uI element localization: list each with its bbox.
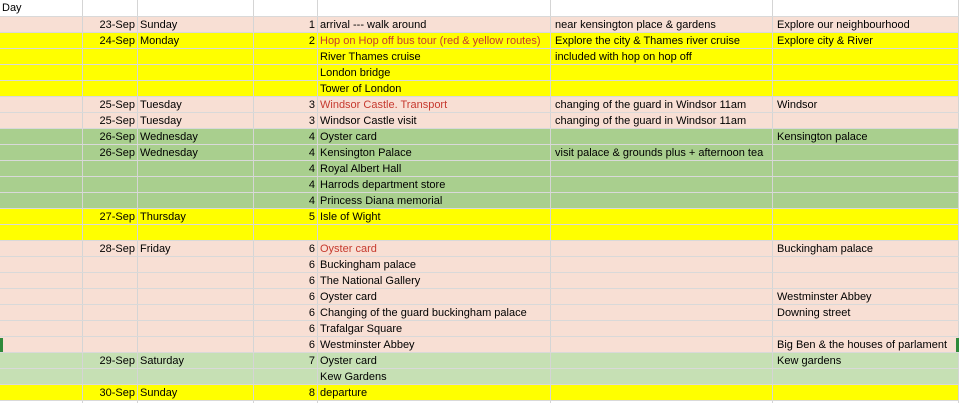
day-number-cell[interactable] [253, 65, 317, 81]
date-cell[interactable] [82, 369, 137, 385]
row-gridline [0, 208, 959, 209]
row-label-cell[interactable] [0, 65, 82, 81]
date-cell[interactable] [82, 273, 137, 289]
row-label-cell[interactable] [0, 241, 82, 257]
weekday-cell[interactable] [137, 225, 253, 241]
activity-cell[interactable]: arrival --- walk around [320, 19, 427, 31]
table-row [0, 81, 959, 97]
weekday-cell[interactable] [137, 273, 253, 289]
day-number-cell[interactable]: 3 [308, 99, 315, 111]
row-gridline [0, 128, 959, 129]
column-gridline [550, 0, 551, 403]
day-number-cell[interactable]: 4 [308, 147, 315, 159]
note-cell[interactable] [550, 193, 772, 209]
day-number-cell[interactable]: 6 [308, 259, 315, 271]
weekday-cell[interactable] [137, 257, 253, 273]
note-cell[interactable] [550, 241, 772, 257]
activity-cell[interactable] [317, 225, 550, 241]
note-cell[interactable]: near kensington place & gardens [555, 19, 716, 31]
row-gridline [0, 272, 959, 273]
table-row [0, 321, 959, 337]
note-cell[interactable] [550, 273, 772, 289]
table-row [0, 353, 959, 369]
table-row [0, 193, 959, 209]
weekday-cell[interactable] [137, 81, 253, 97]
note-cell[interactable]: included with hop on hop off [555, 51, 692, 63]
theme-cell[interactable]: Kew gardens [777, 355, 842, 367]
row-label-cell[interactable] [0, 305, 82, 321]
theme-cell[interactable] [772, 369, 958, 385]
row-label-cell[interactable] [0, 337, 82, 353]
row-label-cell[interactable] [0, 177, 82, 193]
row-label-cell[interactable] [0, 81, 82, 97]
date-cell[interactable]: 24-Sep [99, 35, 135, 47]
date-cell[interactable] [82, 289, 137, 305]
activity-cell[interactable]: Oyster card [320, 291, 377, 303]
day-number-cell[interactable]: 4 [308, 179, 315, 191]
date-cell[interactable] [82, 49, 137, 65]
day-number-cell[interactable]: 2 [308, 35, 315, 47]
day-number-cell[interactable]: 5 [308, 211, 315, 223]
row-label-cell[interactable] [0, 33, 82, 49]
activity-cell[interactable]: departure [320, 387, 368, 399]
column-gridline [253, 0, 254, 403]
note-cell[interactable] [550, 161, 772, 177]
selection-edge-marker [0, 338, 3, 352]
weekday-cell[interactable] [137, 177, 253, 193]
theme-cell[interactable]: Kensington palace [777, 131, 868, 143]
row-gridline [0, 352, 959, 353]
table-row [0, 97, 959, 113]
date-cell[interactable] [82, 161, 137, 177]
row-gridline [0, 288, 959, 289]
row-label-cell[interactable] [0, 209, 82, 225]
table-row [0, 49, 959, 65]
weekday-cell[interactable] [137, 49, 253, 65]
weekday-cell[interactable]: Wednesday [140, 147, 198, 159]
row-gridline [0, 144, 959, 145]
note-cell[interactable] [550, 81, 772, 97]
row-gridline [0, 176, 959, 177]
row-gridline [0, 160, 959, 161]
note-cell[interactable] [550, 225, 772, 241]
header-row [0, 0, 959, 17]
theme-cell[interactable] [772, 385, 958, 401]
row-gridline [0, 224, 959, 225]
theme-cell[interactable] [772, 113, 958, 129]
note-cell[interactable]: Explore the city & Thames river cruise [555, 35, 741, 47]
activity-cell[interactable]: Changing of the guard buckingham palace [320, 307, 527, 319]
column-gridline [82, 0, 83, 403]
row-label-cell[interactable] [0, 145, 82, 161]
note-cell[interactable] [550, 65, 772, 81]
date-cell[interactable]: 28-Sep [99, 243, 135, 255]
theme-cell[interactable]: Buckingham palace [777, 243, 874, 255]
row-gridline [0, 400, 959, 401]
header-cell-day[interactable]: Day [2, 2, 22, 14]
table-row [0, 385, 959, 401]
row-gridline [0, 96, 959, 97]
row-gridline [0, 112, 959, 113]
table-row [0, 161, 959, 177]
column-gridline [772, 0, 773, 403]
activity-cell[interactable]: Windsor Castle visit [320, 115, 417, 127]
date-cell[interactable]: 30-Sep [99, 387, 135, 399]
row-label-cell[interactable] [0, 353, 82, 369]
weekday-cell[interactable]: Tuesday [140, 115, 182, 127]
note-cell[interactable] [550, 385, 772, 401]
note-cell[interactable] [550, 289, 772, 305]
day-number-cell[interactable]: 4 [308, 163, 315, 175]
activity-cell[interactable]: Kew Gardens [320, 371, 387, 383]
date-cell[interactable]: 29-Sep [99, 355, 135, 367]
theme-cell[interactable]: Explore city & River [777, 35, 873, 47]
table-row [0, 209, 959, 225]
activity-cell[interactable]: Harrods department store [320, 179, 446, 191]
activity-cell[interactable]: Oyster card [320, 131, 377, 143]
row-gridline [0, 192, 959, 193]
date-cell[interactable] [82, 337, 137, 353]
day-number-cell[interactable] [253, 49, 317, 65]
row-label-cell[interactable] [0, 193, 82, 209]
weekday-cell[interactable]: Saturday [140, 355, 185, 367]
activity-cell[interactable]: Hop on Hop off bus tour (red & yellow routes) [320, 35, 541, 47]
date-cell[interactable]: 23-Sep [99, 19, 135, 31]
row-label-cell[interactable] [0, 321, 82, 337]
theme-cell[interactable] [772, 193, 958, 209]
activity-cell[interactable]: Windsor Castle. Transport [320, 99, 448, 111]
activity-cell[interactable]: Princess Diana memorial [320, 195, 443, 207]
activity-cell[interactable]: Buckingham palace [320, 259, 417, 271]
activity-cell[interactable]: Trafalgar Square [320, 323, 403, 335]
activity-cell[interactable]: River Thames cruise [320, 51, 421, 63]
row-label-cell[interactable] [0, 385, 82, 401]
day-number-cell[interactable]: 6 [308, 275, 315, 287]
day-number-cell[interactable]: 8 [308, 387, 315, 399]
theme-cell[interactable] [772, 65, 958, 81]
weekday-cell[interactable]: Sunday [140, 19, 178, 31]
table-row [0, 305, 959, 321]
table-row [0, 289, 959, 305]
row-label-cell[interactable] [0, 225, 82, 241]
date-cell[interactable]: 27-Sep [99, 211, 135, 223]
note-cell[interactable] [550, 305, 772, 321]
weekday-cell[interactable]: Thursday [140, 211, 186, 223]
table-row [0, 129, 959, 145]
weekday-cell[interactable]: Monday [140, 35, 180, 47]
activity-cell[interactable]: London bridge [320, 67, 391, 79]
activity-cell[interactable]: Isle of Wight [320, 211, 381, 223]
theme-cell[interactable]: Big Ben & the houses of parlament [777, 339, 947, 351]
activity-cell[interactable]: The National Gallery [320, 275, 421, 287]
theme-cell[interactable] [772, 49, 958, 65]
column-gridline [317, 0, 318, 403]
table-row [0, 145, 959, 161]
table-row [0, 65, 959, 81]
row-gridline [0, 320, 959, 321]
row-gridline [0, 384, 959, 385]
theme-cell[interactable] [772, 257, 958, 273]
note-cell[interactable] [550, 353, 772, 369]
weekday-cell[interactable] [137, 289, 253, 305]
day-number-cell[interactable]: 7 [308, 355, 315, 367]
day-number-cell[interactable]: 6 [308, 243, 315, 255]
row-gridline [0, 48, 959, 49]
row-gridline [0, 80, 959, 81]
day-number-cell[interactable]: 6 [308, 307, 315, 319]
day-number-cell[interactable] [253, 81, 317, 97]
note-cell[interactable] [550, 337, 772, 353]
note-cell[interactable]: visit palace & grounds plus + afternoon tea [555, 147, 764, 159]
day-number-cell[interactable]: 6 [308, 291, 315, 303]
theme-cell[interactable] [772, 209, 958, 225]
theme-cell[interactable] [772, 225, 958, 241]
day-number-cell[interactable]: 1 [308, 19, 315, 31]
day-number-cell[interactable] [253, 369, 317, 385]
date-cell[interactable]: 26-Sep [99, 131, 135, 143]
theme-cell[interactable] [772, 81, 958, 97]
theme-cell[interactable]: Explore our neighbourhood [777, 19, 910, 31]
table-row [0, 337, 959, 353]
date-cell[interactable]: 26-Sep [99, 147, 135, 159]
date-cell[interactable] [82, 257, 137, 273]
activity-cell[interactable]: Oyster card [320, 243, 377, 255]
day-number-cell[interactable]: 3 [308, 115, 315, 127]
weekday-cell[interactable]: Wednesday [140, 131, 198, 143]
table-row [0, 225, 959, 241]
activity-cell[interactable]: Kensington Palace [320, 147, 412, 159]
note-cell[interactable] [550, 321, 772, 337]
theme-cell[interactable]: Westminster Abbey [777, 291, 872, 303]
weekday-cell[interactable] [137, 65, 253, 81]
weekday-cell[interactable] [137, 337, 253, 353]
note-cell[interactable]: changing of the guard in Windsor 11am [555, 115, 747, 127]
note-cell[interactable] [550, 369, 772, 385]
row-label-cell[interactable] [0, 289, 82, 305]
theme-cell[interactable] [772, 321, 958, 337]
date-cell[interactable] [82, 65, 137, 81]
row-label-cell[interactable] [0, 113, 82, 129]
table-row [0, 177, 959, 193]
weekday-cell[interactable]: Tuesday [140, 99, 182, 111]
date-cell[interactable]: 25-Sep [99, 99, 135, 111]
table-row [0, 273, 959, 289]
row-label-cell[interactable] [0, 129, 82, 145]
date-cell[interactable] [82, 305, 137, 321]
row-label-cell[interactable] [0, 97, 82, 113]
table-row [0, 257, 959, 273]
weekday-cell[interactable]: Sunday [140, 387, 178, 399]
row-gridline [0, 336, 959, 337]
row-label-cell[interactable] [0, 49, 82, 65]
table-row [0, 113, 959, 129]
date-cell[interactable] [82, 177, 137, 193]
date-cell[interactable] [82, 225, 137, 241]
note-cell[interactable]: changing of the guard in Windsor 11am [555, 99, 747, 111]
day-number-cell[interactable] [253, 225, 317, 241]
weekday-cell[interactable] [137, 369, 253, 385]
row-label-cell[interactable] [0, 161, 82, 177]
table-row [0, 33, 959, 49]
activity-cell[interactable]: Tower of London [320, 83, 402, 95]
table-row [0, 17, 959, 33]
theme-cell[interactable] [772, 145, 958, 161]
table-row [0, 241, 959, 257]
note-cell[interactable] [550, 209, 772, 225]
weekday-cell[interactable] [137, 193, 253, 209]
weekday-cell[interactable] [137, 305, 253, 321]
column-gridline [137, 0, 138, 403]
day-number-cell[interactable]: 6 [308, 323, 315, 335]
row-label-cell[interactable] [0, 369, 82, 385]
day-number-cell[interactable]: 6 [308, 339, 315, 351]
row-label-cell[interactable] [0, 257, 82, 273]
date-cell[interactable] [82, 81, 137, 97]
row-label-cell[interactable] [0, 273, 82, 289]
note-cell[interactable] [550, 177, 772, 193]
theme-cell[interactable] [772, 161, 958, 177]
day-number-cell[interactable]: 4 [308, 195, 315, 207]
weekday-cell[interactable]: Friday [140, 243, 171, 255]
day-number-cell[interactable]: 4 [308, 131, 315, 143]
date-cell[interactable] [82, 321, 137, 337]
note-cell[interactable] [550, 129, 772, 145]
weekday-cell[interactable] [137, 161, 253, 177]
row-gridline [0, 256, 959, 257]
weekday-cell[interactable] [137, 321, 253, 337]
row-gridline [0, 32, 959, 33]
theme-cell[interactable]: Downing street [777, 307, 851, 319]
activity-cell[interactable]: Royal Albert Hall [320, 163, 402, 175]
date-cell[interactable]: 25-Sep [99, 115, 135, 127]
theme-cell[interactable] [772, 177, 958, 193]
table-row [0, 369, 959, 385]
note-cell[interactable] [550, 257, 772, 273]
row-gridline [0, 64, 959, 65]
activity-cell[interactable]: Westminster Abbey [320, 339, 415, 351]
row-gridline [0, 368, 959, 369]
theme-cell[interactable] [772, 273, 958, 289]
row-label-cell[interactable] [0, 17, 82, 33]
row-gridline [0, 16, 959, 17]
activity-cell[interactable]: Oyster card [320, 355, 377, 367]
date-cell[interactable] [82, 193, 137, 209]
row-gridline [0, 304, 959, 305]
theme-cell[interactable]: Windsor [777, 99, 818, 111]
row-gridline [0, 240, 959, 241]
